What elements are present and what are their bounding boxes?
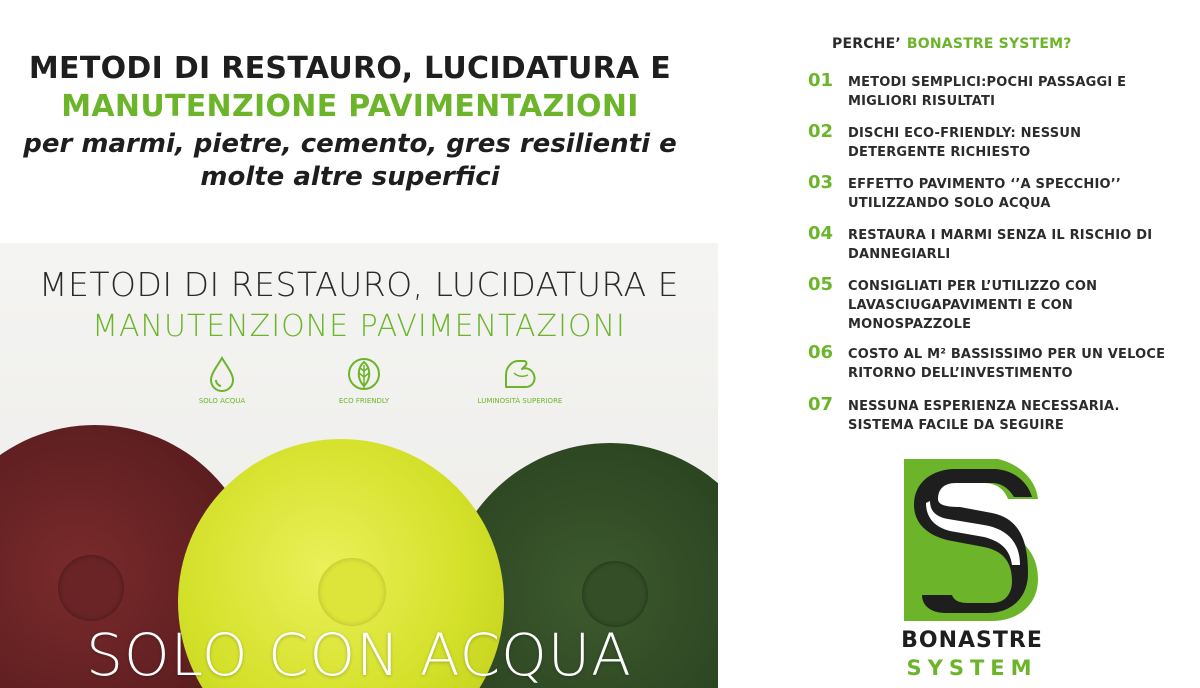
hero-title-line1: METODI DI RESTAURO, LUCIDATURA E	[28, 51, 672, 86]
yellow-disc-center	[318, 558, 386, 626]
list-item	[808, 274, 1200, 342]
hero-subtitle-line1: per marmi, pietre, cemento, gres resilienti e	[23, 129, 677, 159]
reason-text: CONSIGLIATI PER L’UTILIZZO CON	[848, 279, 1098, 294]
reason-text: COSTO AL M² BASSISSIMO PER UN VELOCE	[848, 347, 1166, 362]
why-heading	[832, 36, 1072, 52]
list-item	[808, 121, 1200, 172]
water-drop-icon	[206, 355, 238, 393]
reason-text: DETERGENTE RICHIESTO	[848, 145, 1031, 160]
leaf-icon	[347, 355, 381, 393]
reason-text: DISCHI ECO-FRIENDLY: NESSUN	[848, 126, 1082, 141]
reason-number: 03	[808, 172, 834, 193]
reason-text: RESTAURA I MARMI SENZA IL RISCHIO DI	[848, 228, 1153, 243]
list-item	[808, 70, 1200, 121]
reason-text: METODI SEMPLICI:POCHI PASSAGGI E	[848, 75, 1127, 90]
reason-text: LAVASCIUGAPAVIMENTI E CON	[848, 298, 1073, 313]
reason-text: UTILIZZANDO SOLO ACQUA	[848, 196, 1051, 211]
feature-luminosita	[460, 355, 580, 405]
reason-number: 04	[808, 223, 834, 244]
reason-number: 05	[808, 274, 834, 295]
green-disc-center	[582, 561, 648, 627]
hero-subtitle-line2: molte altre superfici	[200, 162, 500, 192]
feature-eco-friendly	[304, 355, 424, 405]
reason-number: 07	[808, 394, 834, 415]
reason-number: 06	[808, 342, 834, 363]
why-brand: BONASTRE SYSTEM?	[906, 36, 1072, 52]
photo-heading-line2: MANUTENZIONE PAVIMENTAZIONI	[92, 309, 626, 344]
reasons-list	[808, 70, 1200, 445]
feature-solo-acqua	[162, 355, 282, 405]
brand-name: BONASTRE	[901, 628, 1043, 653]
reason-text: NESSUNA ESPERIENZA NECESSARIA.	[848, 399, 1120, 414]
reason-text: MONOSPAZZOLE	[848, 317, 972, 332]
list-item	[808, 342, 1200, 394]
reason-number: 02	[808, 121, 834, 142]
list-item	[808, 223, 1200, 274]
hero-title-line2: MANUTENZIONE PAVIMENTAZIONI	[61, 89, 639, 124]
list-item	[808, 172, 1200, 223]
photo-heading-line1: METODI DI RESTAURO, LUCIDATURA E	[39, 265, 679, 304]
muscle-arm-icon	[500, 355, 540, 393]
feature-label: LUMINOSITÀ SUPERIORE	[477, 397, 563, 405]
red-disc-center	[58, 555, 124, 621]
feature-label: ECO FRIENDLY	[338, 397, 390, 405]
reason-text: DANNEGIARLI	[848, 247, 951, 262]
feature-label: SOLO ACQUA	[198, 397, 246, 405]
reason-number: 01	[808, 70, 834, 91]
list-item	[808, 394, 1200, 445]
reason-text: SISTEMA FACILE DA SEGUIRE	[848, 418, 1064, 433]
why-prefix: PERCHE’	[832, 36, 901, 52]
hero-heading	[10, 50, 690, 194]
reason-text: RITORNO DELL’INVESTIMENTO	[848, 366, 1073, 381]
bonastre-s-logo-icon	[900, 455, 1040, 625]
reason-text: EFFETTO PAVIMENTO ‘’A SPECCHIO’’	[848, 177, 1122, 192]
brand-subname: SYSTEM	[906, 656, 1038, 680]
reason-text: MIGLIORI RISULTATI	[848, 94, 996, 109]
product-photo	[0, 243, 718, 688]
slogan-text: SOLO CON ACQUA	[86, 621, 632, 688]
brand-wordmark	[880, 628, 1064, 682]
